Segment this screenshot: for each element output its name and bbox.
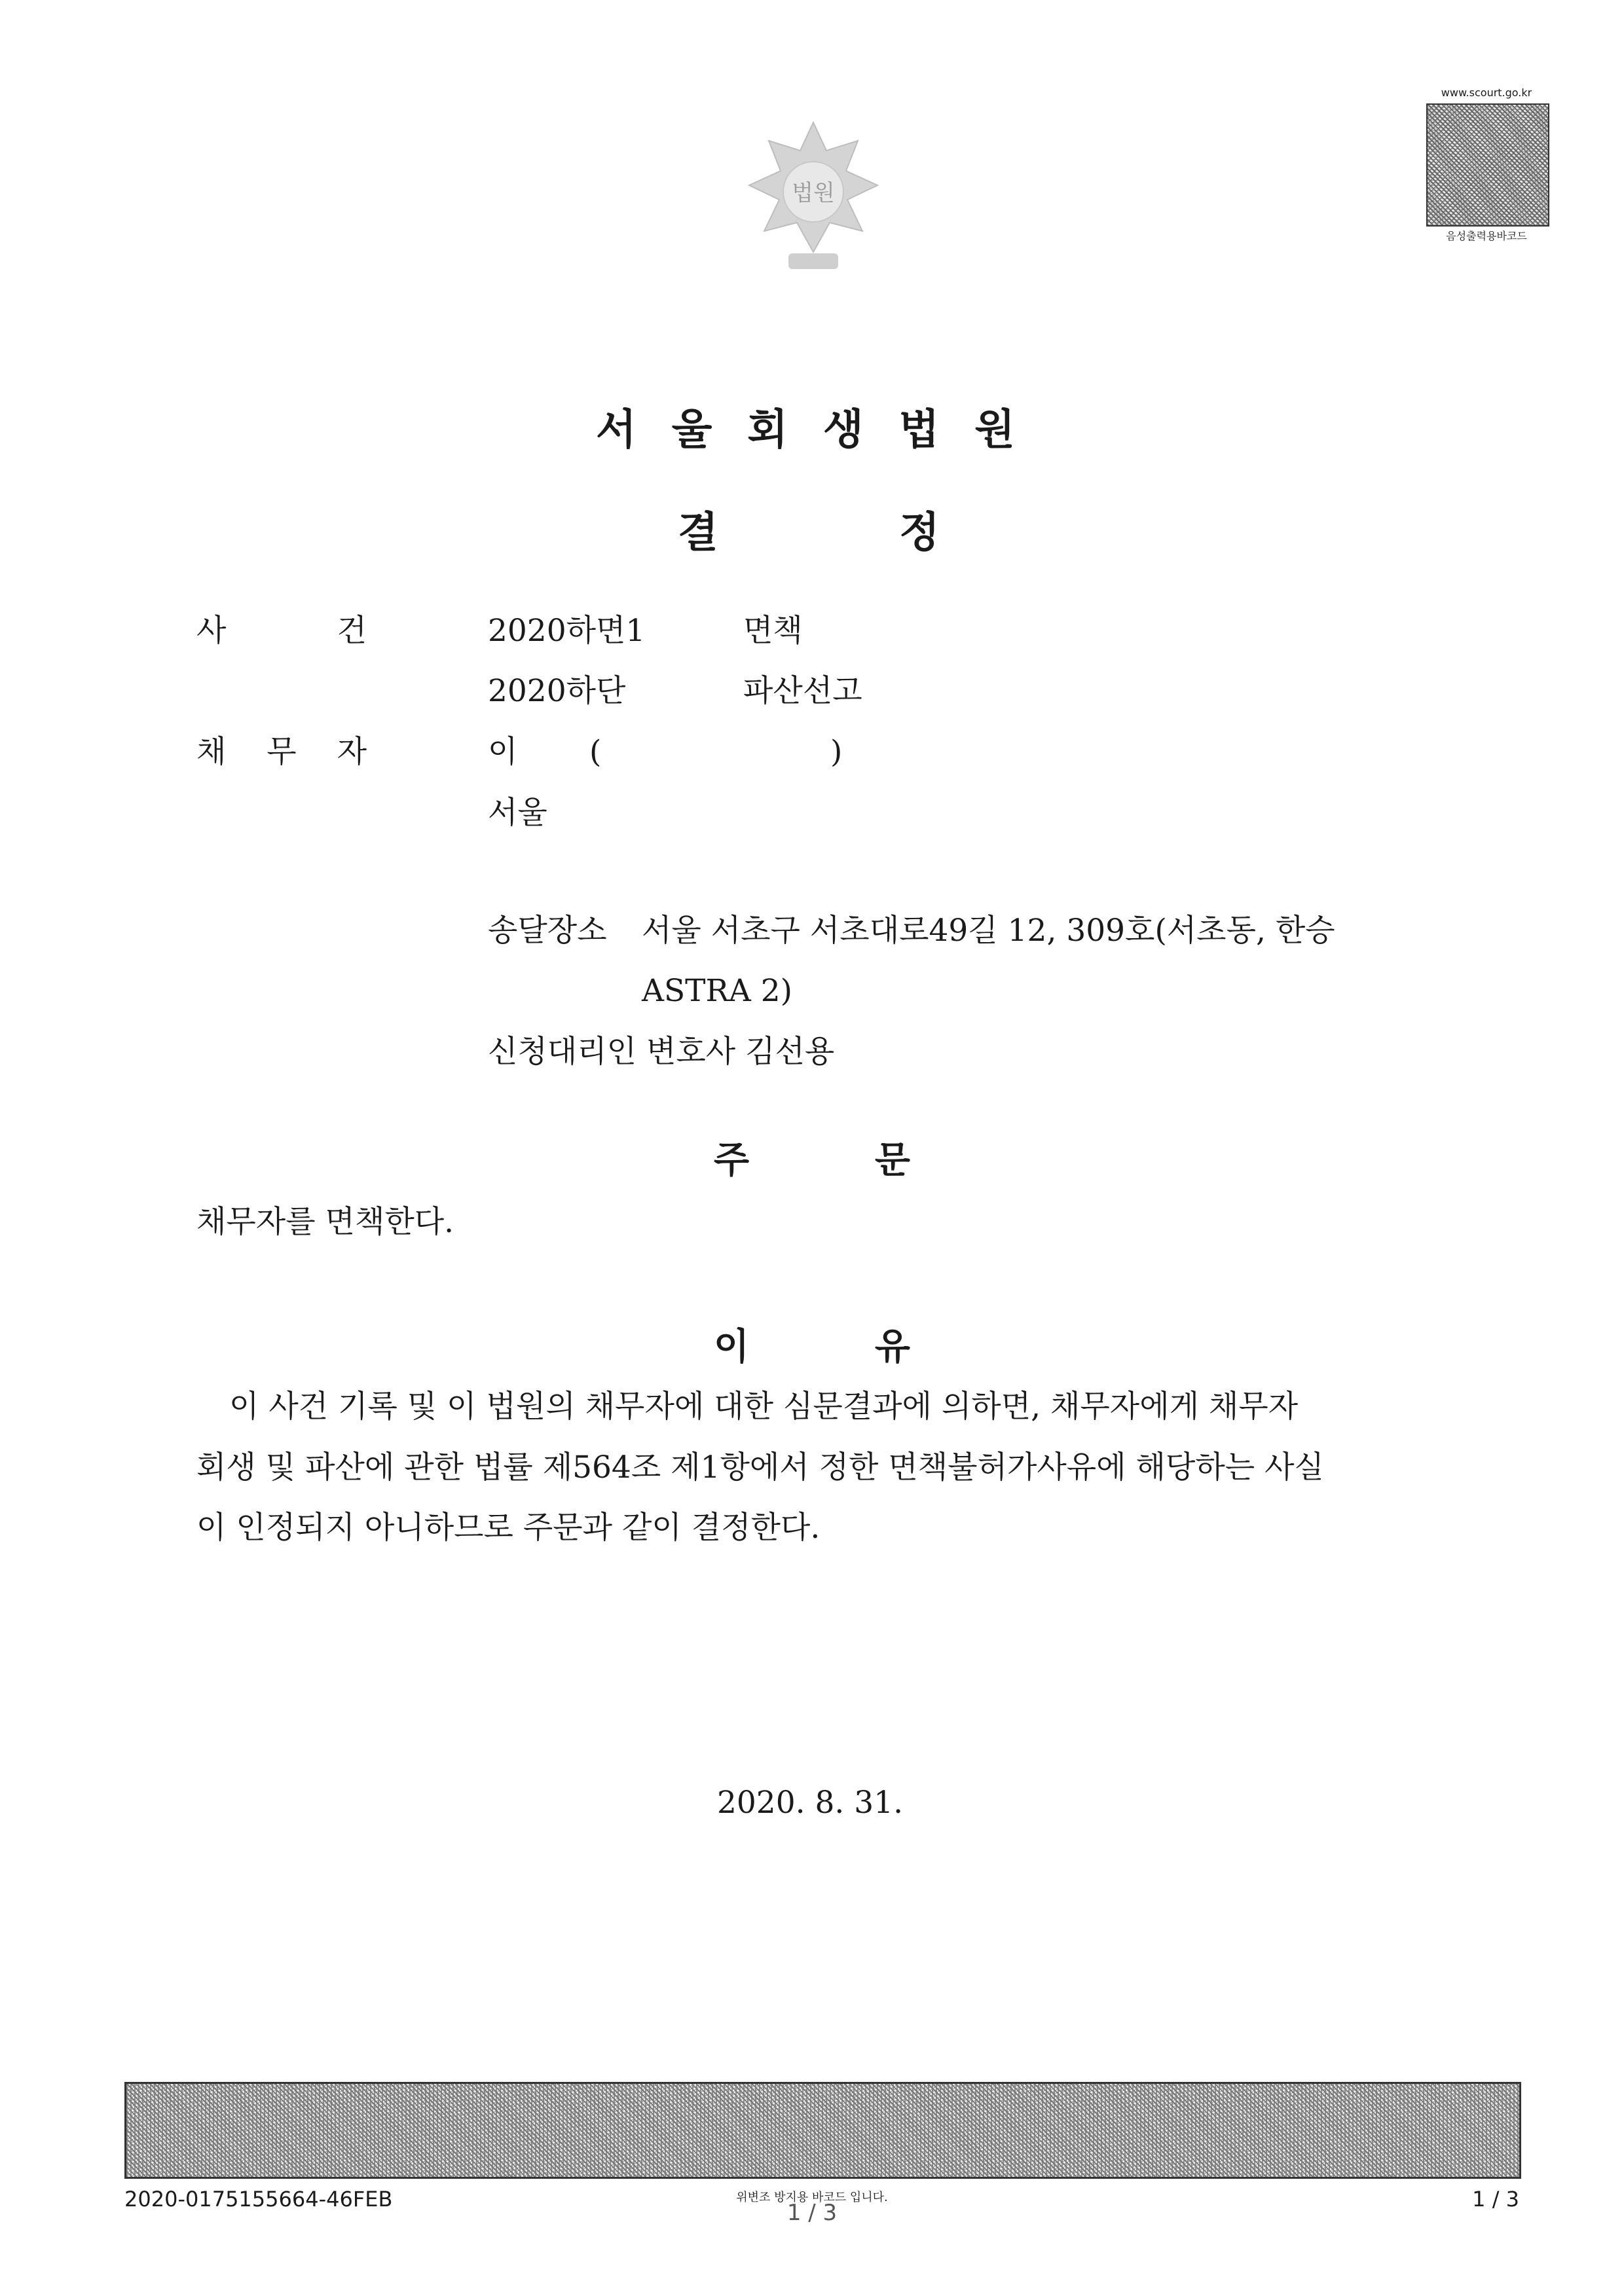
document-type [678,499,940,559]
reason-line: 이 인정되지 아니하므로 주문과 같이 결정한다. [196,1510,821,1546]
court-title-char: 회 [747,406,788,454]
debtor-paren-open: ( [589,734,602,770]
reason-line: 회생 및 파산에 관한 법률 제564조 제1항에서 정한 면책불허가사유에 해당하는 사실 [196,1449,1324,1485]
case-type: 파산선고 [743,673,862,709]
page-number: 1 / 3 [1472,2187,1519,2212]
center-page-number: 1 / 3 [786,2200,838,2226]
debtor-address: 서울 [488,795,547,831]
qr-code-icon [1426,103,1549,227]
delivery-label: 송달장소 [488,913,607,949]
case-number: 2020하면1 [488,613,646,649]
anti-forgery-barcode-icon [124,2082,1521,2179]
court-emblem-icon [728,115,898,285]
doc-type-char: 정 [899,509,940,557]
court-title-char: 서 [596,406,637,454]
reason-line: 이 사건 기록 및 이 법원의 채무자에 대한 심문결과에 의하면, 채무자에게 채무자 [229,1389,1299,1425]
court-title-char: 울 [671,406,712,454]
doc-type-char: 결 [678,509,718,557]
debtor-label: 채 무 자 [196,734,367,770]
decision-date: 2020. 8. 31. [717,1785,904,1821]
qr-url: www.scourt.go.kr [1441,86,1532,99]
delivery-address-line: ASTRA 2) [642,973,792,1009]
order-text: 채무자를 면책한다. [196,1204,454,1240]
court-title-char: 생 [822,406,864,454]
court-title-char: 법 [898,406,940,454]
debtor-name: 이 [488,734,518,770]
delivery-address-line: 서울 서초구 서초대로49길 12, 309호(서초동, 한승 [642,913,1335,949]
case-type: 면책 [743,613,803,649]
order-heading: 주 문 [714,1139,910,1182]
barcode-caption: 위변조 방지용 바코드 입니다. [736,2191,888,2204]
document-id: 2020-0175155664-46FEB [124,2187,393,2212]
emblem-text: 법원 [792,180,835,206]
court-title [596,396,1015,456]
audio-barcode-block [1414,86,1559,244]
case-label: 사 건 [196,613,367,649]
reason-heading: 이 유 [714,1326,910,1368]
court-title-char: 원 [974,406,1015,454]
debtor-paren-close: ) [830,734,843,770]
case-number: 2020하단 [488,673,626,709]
qr-caption: 음성출력용바코드 [1446,230,1527,242]
attorney: 신청대리인 변호사 김선용 [488,1034,835,1070]
